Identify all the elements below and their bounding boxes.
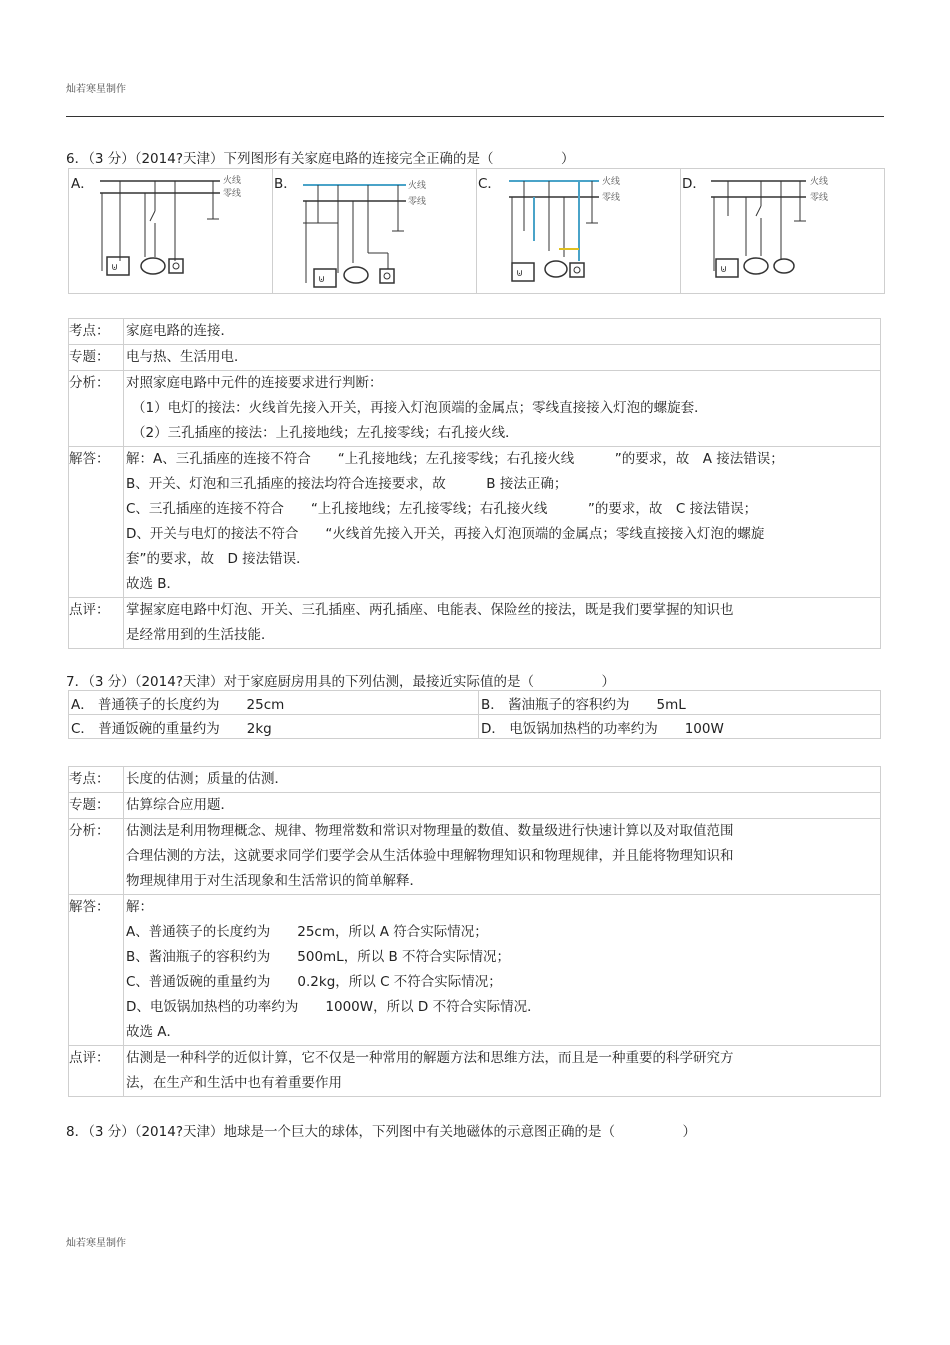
circuit-diagram-b bbox=[298, 173, 473, 291]
live-wire-label: 火线 bbox=[408, 181, 427, 191]
live-wire-label: 火线 bbox=[602, 177, 621, 187]
option-text: 电饭锅加热档的功率约为 100W bbox=[509, 720, 724, 737]
circuit-diagram-a bbox=[95, 171, 270, 289]
row-line: 对照家庭电路中元件的连接要求进行判断： bbox=[126, 375, 383, 391]
option-text: 普通饭碗的重量约为 2kg bbox=[98, 720, 272, 737]
header-divider bbox=[66, 116, 884, 117]
row-line: 法，在生产和生活中也有着重要作用 bbox=[126, 1075, 342, 1091]
option-d-label: D． bbox=[682, 176, 706, 192]
row-line: B、开关、灯泡和三孔插座的接法均符合连接要求，故 B 接法正确； bbox=[126, 476, 568, 492]
row-key: 解答： bbox=[69, 451, 110, 467]
option-b[interactable] bbox=[479, 691, 881, 715]
option-c[interactable] bbox=[69, 715, 479, 739]
neutral-wire-label: 零线 bbox=[223, 189, 242, 199]
row-line: C、三孔插座的连接不符合 “上孔接地线；左孔接零线；右孔接火线 ”的要求，故 C 接法错误； bbox=[126, 501, 758, 517]
question-8-stem: 8．（3 分）（2014?天津）地球是一个巨大的球体，下列图中有关地磁体的示意图正确的是（ ） bbox=[66, 1124, 696, 1140]
footer-watermark: 灿若寒星制作 bbox=[66, 1238, 126, 1249]
analysis-row bbox=[69, 767, 881, 793]
neutral-wire-label: 零线 bbox=[408, 197, 427, 207]
live-wire-label: 火线 bbox=[810, 177, 829, 187]
svg-text:⊍: ⊍ bbox=[111, 262, 119, 273]
row-line: 解： bbox=[126, 899, 153, 915]
row-line: C、普通饭碗的重量约为 0.2kg，所以 C 不符合实际情况； bbox=[126, 974, 502, 990]
option-b-label: B． bbox=[274, 176, 297, 192]
option-c-cell[interactable] bbox=[476, 169, 681, 293]
row-line: 物理规律用于对生活现象和生活常识的简单解释． bbox=[126, 873, 423, 889]
row-line: 估算综合应用题． bbox=[126, 797, 234, 813]
row-line: D、电饭锅加热档的功率约为 1000W，所以 D 不符合实际情况． bbox=[126, 999, 541, 1015]
row-line: 掌握家庭电路中灯泡、开关、三孔插座、两孔插座、电能表、保险丝的接法，既是我们要掌握的知识也 bbox=[126, 602, 734, 618]
row-line: 估测法是利用物理概念、规律、物理常数和常识对物理量的数值、数量级进行快速计算以及对取值范围 bbox=[126, 823, 734, 839]
svg-text:⊍: ⊍ bbox=[516, 268, 524, 279]
row-key: 点评： bbox=[69, 602, 110, 618]
question-7-analysis bbox=[68, 766, 881, 1097]
option-label: D． bbox=[481, 720, 505, 737]
circuit-diagram-d bbox=[706, 171, 881, 289]
svg-text:⊍: ⊍ bbox=[318, 274, 326, 285]
analysis-row bbox=[69, 345, 881, 371]
analysis-row bbox=[69, 598, 881, 649]
option-a-label: A． bbox=[71, 176, 94, 192]
analysis-row bbox=[69, 819, 881, 895]
option-a-cell[interactable] bbox=[69, 169, 273, 293]
option-text: 普通筷子的长度约为 25cm bbox=[98, 696, 285, 713]
neutral-wire-label: 零线 bbox=[810, 193, 829, 203]
row-line: 合理估测的方法，这就要求同学们要学会从生活体验中理解物理知识和物理规律，并且能将物理知识和 bbox=[126, 848, 734, 864]
row-line: 估测是一种科学的近似计算，它不仅是一种常用的解题方法和思维方法，而且是一种重要的科学研究方 bbox=[126, 1050, 734, 1066]
question-6-options bbox=[68, 168, 885, 294]
row-line: 长度的估测；质量的估测． bbox=[126, 771, 288, 787]
row-line: A、普通筷子的长度约为 25cm，所以 A 符合实际情况； bbox=[126, 924, 488, 940]
row-line: 电与热、生活用电． bbox=[126, 349, 248, 365]
option-a[interactable] bbox=[69, 691, 479, 715]
option-text: 酱油瓶子的容积约为 5mL bbox=[508, 696, 686, 713]
neutral-wire-label: 零线 bbox=[602, 193, 621, 203]
row-line: （1）电灯的接法：火线首先接入开关，再接入灯泡顶端的金属点；零线直接接入灯泡的螺旋套． bbox=[132, 400, 708, 416]
live-wire-label: 火线 bbox=[223, 176, 242, 186]
row-line: 是经常用到的生活技能． bbox=[126, 627, 275, 643]
row-key: 专题： bbox=[69, 349, 110, 365]
question-6-analysis bbox=[68, 318, 881, 649]
option-label: B． bbox=[481, 696, 504, 713]
option-b-cell[interactable] bbox=[272, 169, 477, 293]
row-line: 家庭电路的连接． bbox=[126, 323, 234, 339]
row-line: 故选 B． bbox=[126, 576, 181, 592]
header-watermark: 灿若寒星制作 bbox=[66, 84, 126, 95]
row-line: 套”的要求，故 D 接法错误． bbox=[126, 551, 310, 567]
option-label: A． bbox=[71, 696, 94, 713]
row-line: 故选 A． bbox=[126, 1024, 181, 1040]
row-line: （2）三孔插座的接法：上孔接地线；左孔接零线；右孔接火线． bbox=[132, 425, 519, 441]
option-c-label: C． bbox=[478, 176, 501, 192]
svg-text:⊍: ⊍ bbox=[720, 264, 728, 275]
analysis-row bbox=[69, 895, 881, 1046]
row-key: 考点： bbox=[69, 771, 110, 787]
row-key: 点评： bbox=[69, 1050, 110, 1066]
row-line: 解：A、三孔插座的连接不符合 “上孔接地线；左孔接零线；右孔接火线 ”的要求，故 A 接法错误； bbox=[126, 451, 784, 467]
row-key: 分析： bbox=[69, 823, 110, 839]
analysis-row bbox=[69, 371, 881, 447]
row-key: 考点： bbox=[69, 323, 110, 339]
option-label: C． bbox=[71, 720, 94, 737]
question-7-stem: 7．（3 分）（2014?天津）对于家庭厨房用具的下列估测，最接近实际值的是（ ） bbox=[66, 674, 615, 690]
row-line: D、开关与电灯的接法不符合 “火线首先接入开关，再接入灯泡顶端的金属点；零线直接接入灯泡的螺旋 bbox=[126, 526, 765, 542]
row-key: 分析： bbox=[69, 375, 110, 391]
row-key: 解答： bbox=[69, 899, 110, 915]
analysis-row bbox=[69, 447, 881, 598]
row-key: 专题： bbox=[69, 797, 110, 813]
row-line: B、酱油瓶子的容积约为 500mL，所以 B 不符合实际情况； bbox=[126, 949, 511, 965]
option-d-cell[interactable] bbox=[680, 169, 884, 293]
analysis-row bbox=[69, 319, 881, 345]
analysis-row bbox=[69, 1046, 881, 1097]
circuit-diagram-c bbox=[504, 171, 679, 289]
question-7-options bbox=[68, 690, 881, 739]
analysis-row bbox=[69, 793, 881, 819]
question-6-stem: 6．（3 分）（2014?天津）下列图形有关家庭电路的连接完全正确的是（ ） bbox=[66, 151, 575, 167]
option-d[interactable] bbox=[479, 715, 881, 739]
